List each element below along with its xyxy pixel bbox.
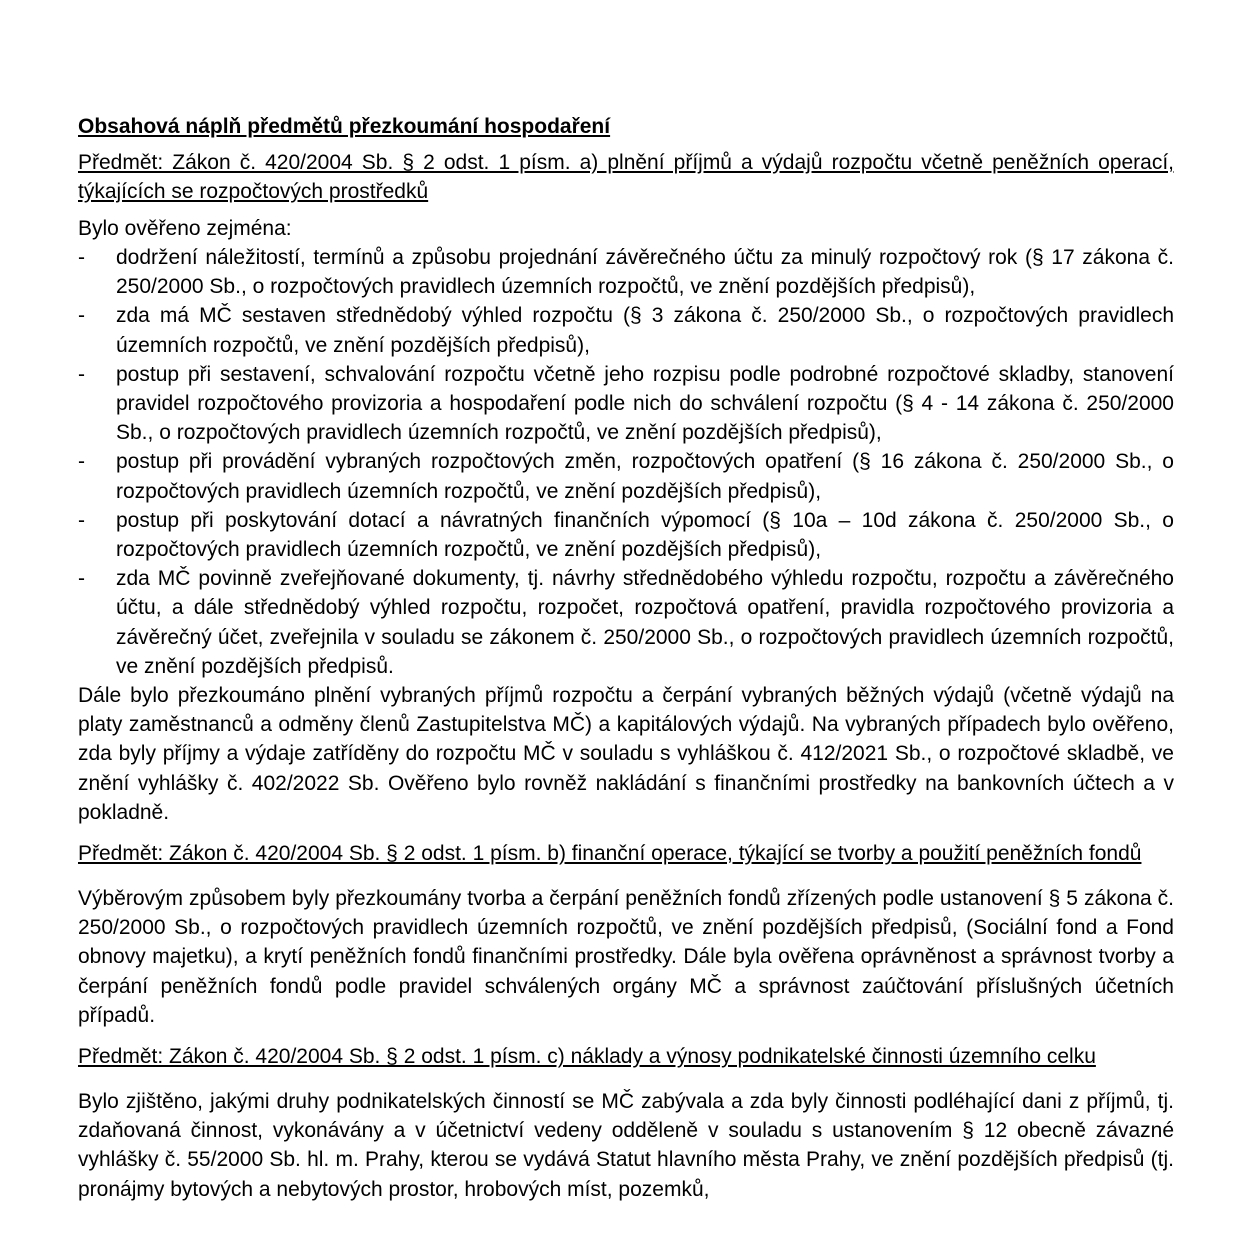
verification-list [78,243,1174,681]
bullet-dash: - [78,450,85,474]
section-subject-b: Předmět: Zákon č. 420/2004 Sb. § 2 odst. 1 písm. b) finanční operace, týkající se tvorby a použití peněžních fondů [78,842,1142,866]
bullet-dash: - [78,304,85,328]
list-item: - dodržení náležitostí, termínů a způsobu projednání závěrečného účtu za minulý rozpočtový rok (§ 17 zákona č. 250/2000 Sb., o rozpočtových pravidlech územních rozpočtů, ve znění pozdějších předpisů), [78,243,1174,301]
list-item: - postup při sestavení, schvalování rozpočtu včetně jeho rozpisu podle podrobné rozpočtové skladby, stanovení pravidel rozpočtového provizoria a hospodaření podle nich do schválení rozpočtu (§ 4 - 14 zákona č. 250/2000 Sb., o rozpočtových pravidlech územních rozpočtů, ve znění pozdějších předpisů), [78,360,1174,448]
section-subject-c: Předmět: Zákon č. 420/2004 Sb. § 2 odst. 1 písm. c) náklady a výnosy podnikatelské činnosti územního celku [78,1045,1096,1069]
bullet-dash: - [78,246,85,269]
section-a-closing-paragraph: Dále bylo přezkoumáno plnění vybraných příjmů rozpočtu a čerpání vybraných běžných výdajů (včetně výdajů na platy zaměstnanců a odměny členů Zastupitelstva MČ) a kapitálových výdajů. Na vybraných případech bylo ověřeno, zda byly příjmy a výdaje zatříděny do rozpočtu MČ v souladu s vyhláškou č. 412/2021 Sb., o rozpočtové skladbě, ve znění vyhlášky č. 402/2022 Sb. Ověřeno bylo rovněž nakládání s finančními prostředky na bankovních účtech a v pokladně. [78,684,1174,824]
bullet-dash: - [78,508,85,532]
section-b-paragraph: Výběrovým způsobem byly přezkoumány tvorba a čerpání peněžních fondů zřízených podle ustanovení § 5 zákona č. 250/2000 Sb., o rozpočtových pravidlech územních rozpočtů, ve znění pozdějších předpisů, (Sociální fond a Fond obnovy majetku), a krytí peněžních fondů finančními prostředky. Dále byla ověřena oprávněnost a správnost tvorby a čerpání peněžních fondů podle pravidel schválených orgány MČ a správnost zaúčtování příslušných účetních případů. [78,887,1174,1027]
section-intro: Bylo ověřeno zejména: [78,217,292,240]
document-title: Obsahová náplň předmětů přezkoumání hospodaření [78,115,611,138]
bullet-dash: - [78,567,85,591]
section-c-paragraph: Bylo zjištěno, jakými druhy podnikatelských činností se MČ zabývala a zda byly činnosti podléhající dani z příjmů, tj. zdaňovaná činnost, vykonávány a v účetnictví vedeny odděleně v souladu s ustanovením § 12 obecně závazné vyhlášky č. 55/2000 Sb. hl. m. Prahy, kterou se vydává Statut hlavního města Prahy, ve znění pozdějších předpisů (tj. pronájmy bytových a nebytových prostor, hrobových míst, pozemků, [78,1090,1174,1201]
bullet-dash: - [78,362,85,386]
list-item: - zda MČ povinně zveřejňované dokumenty, tj. návrhy střednědobého výhledu rozpočtu, rozpočtu a závěrečného účtu, a dále střednědobý výhled rozpočtu, rozpočet, rozpočtová opatření, pravidla rozpočtového provizoria a závěrečný účet, zveřejnila v souladu se zákonem č. 250/2000 Sb., o rozpočtových pravidlech územních rozpočtů, ve znění pozdějších předpisů. [78,564,1174,681]
document-page [78,112,1174,1204]
list-item: - postup při poskytování dotací a návratných finančních výpomocí (§ 10a – 10d zákona č. 250/2000 Sb., o rozpočtových pravidlech územních rozpočtů, ve znění pozdějších předpisů), [78,506,1174,564]
list-item: - zda má MČ sestaven střednědobý výhled rozpočtu (§ 3 zákona č. 250/2000 Sb., o rozpočtových pravidlech územních rozpočtů, ve znění pozdějších předpisů), [78,301,1174,359]
section-subject-a: Předmět: Zákon č. 420/2004 Sb. § 2 odst. 1 písm. a) plnění příjmů a výdajů rozpočtu včetně peněžních operací, týkajících se rozpočtových prostředků [78,151,1174,203]
list-item: - postup při provádění vybraných rozpočtových změn, rozpočtových opatření (§ 16 zákona č. 250/2000 Sb., o rozpočtových pravidlech územních rozpočtů, ve znění pozdějších předpisů), [78,447,1174,505]
